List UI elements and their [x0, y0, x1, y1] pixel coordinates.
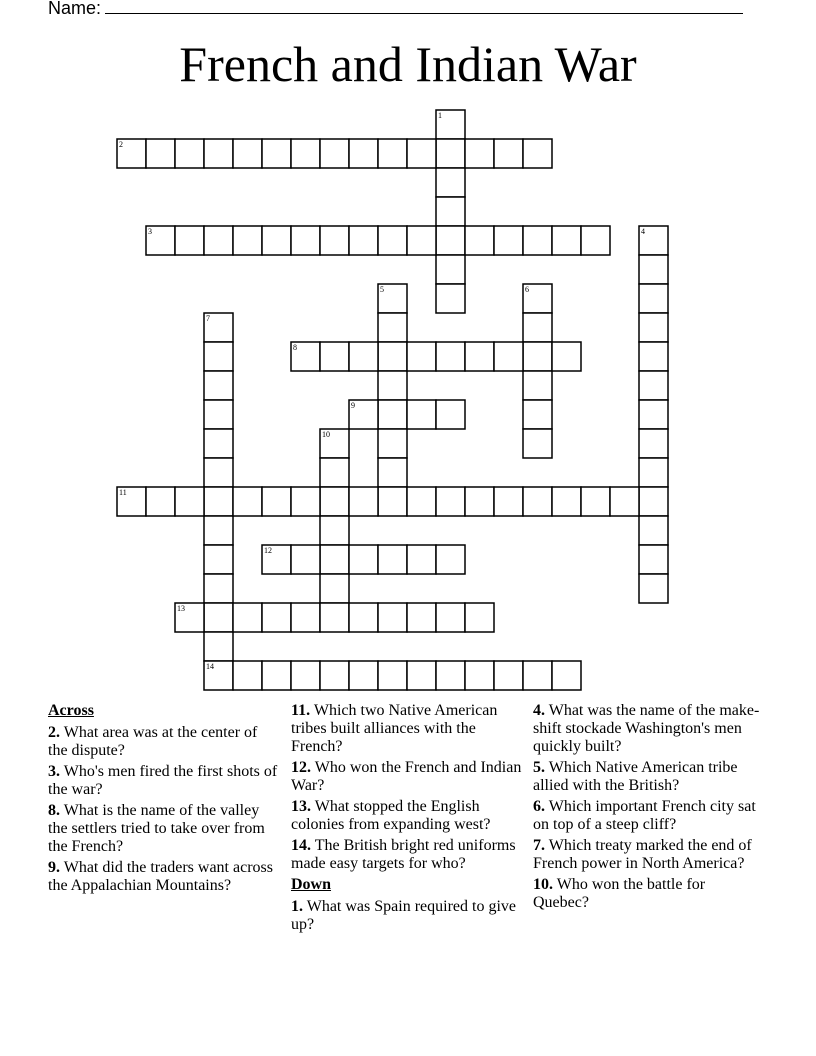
grid-cell[interactable]	[639, 429, 668, 458]
grid-cell[interactable]	[523, 342, 552, 371]
clue-number-label: 10	[322, 430, 330, 439]
grid-cell[interactable]	[320, 516, 349, 545]
clue-down-6	[533, 798, 765, 834]
grid-cell[interactable]	[349, 342, 378, 371]
grid-cell[interactable]	[407, 487, 436, 516]
grid-cell[interactable]	[465, 342, 494, 371]
grid-cell[interactable]	[320, 458, 349, 487]
grid-cell[interactable]	[523, 487, 552, 516]
clue-across-2	[48, 724, 280, 760]
grid-cell[interactable]	[639, 313, 668, 342]
grid-cell[interactable]	[175, 487, 204, 516]
grid-cell[interactable]	[581, 226, 610, 255]
grid-cell[interactable]	[349, 139, 378, 168]
clue-down-5	[533, 759, 765, 795]
clue-number: 1.	[291, 898, 303, 915]
grid-cell[interactable]	[262, 661, 291, 690]
grid-cell[interactable]	[262, 226, 291, 255]
grid-cell[interactable]	[204, 458, 233, 487]
grid-cell[interactable]	[523, 371, 552, 400]
grid-cell[interactable]	[639, 284, 668, 313]
clue-across-9	[48, 859, 280, 895]
grid-cell[interactable]	[407, 545, 436, 574]
grid-cell[interactable]	[378, 371, 407, 400]
grid-cell[interactable]	[639, 487, 668, 516]
clues-column-3	[533, 702, 765, 915]
grid-cell[interactable]	[639, 371, 668, 400]
grid-cell[interactable]	[436, 226, 465, 255]
across-heading: Across	[48, 702, 94, 719]
grid-cell[interactable]	[204, 487, 233, 516]
grid-cell[interactable]	[639, 255, 668, 284]
grid-cell[interactable]	[320, 139, 349, 168]
clue-number-label: 7	[206, 314, 210, 323]
clue-text: Which Native American tribe allied with the British?	[533, 759, 738, 794]
clue-number: 11.	[291, 702, 311, 719]
clue-text: What is the name of the valley the settlers tried to take over from the French?	[48, 802, 265, 855]
grid-cell[interactable]	[175, 139, 204, 168]
grid-cell[interactable]	[436, 284, 465, 313]
grid-cell[interactable]	[204, 574, 233, 603]
grid-cell[interactable]	[494, 487, 523, 516]
clues-column-2	[291, 702, 523, 937]
grid-cell[interactable]	[407, 603, 436, 632]
grid-cell[interactable]	[639, 574, 668, 603]
grid-cell[interactable]	[204, 603, 233, 632]
grid-cell[interactable]	[320, 342, 349, 371]
clue-number: 2.	[48, 724, 60, 741]
grid-cell[interactable]	[175, 226, 204, 255]
grid-cell[interactable]	[639, 516, 668, 545]
clue-number-label: 5	[380, 285, 384, 294]
grid-cell[interactable]	[552, 661, 581, 690]
grid-cell[interactable]	[523, 400, 552, 429]
clue-across-13	[291, 798, 523, 834]
grid-cell[interactable]	[465, 661, 494, 690]
clue-down-4	[533, 702, 765, 756]
grid-cell[interactable]	[436, 487, 465, 516]
clue-text: What was the name of the make-shift stockade Washington's men quickly built?	[533, 702, 760, 755]
page-title: French and Indian War	[179, 36, 637, 92]
down-heading: Down	[291, 876, 332, 893]
grid-cell[interactable]	[204, 371, 233, 400]
grid-cell[interactable]	[552, 342, 581, 371]
grid-cell[interactable]	[204, 632, 233, 661]
grid-cell[interactable]	[204, 429, 233, 458]
grid-cell[interactable]	[291, 603, 320, 632]
grid-cell[interactable]	[581, 487, 610, 516]
grid-cell[interactable]	[320, 545, 349, 574]
grid-cell[interactable]	[407, 139, 436, 168]
clue-number-label: 13	[177, 604, 185, 613]
clue-number: 12.	[291, 759, 311, 776]
clue-number-label: 12	[264, 546, 272, 555]
grid-cell[interactable]	[523, 226, 552, 255]
clue-number-label: 6	[525, 285, 529, 294]
grid-cell[interactable]	[436, 400, 465, 429]
grid-cell[interactable]	[320, 603, 349, 632]
grid-cell[interactable]	[378, 487, 407, 516]
grid-cell[interactable]	[494, 342, 523, 371]
grid-cell[interactable]	[320, 226, 349, 255]
clue-across-14	[291, 837, 523, 873]
grid-cell[interactable]	[639, 342, 668, 371]
grid-cell[interactable]	[204, 516, 233, 545]
grid-cell[interactable]	[320, 487, 349, 516]
grid-cell[interactable]	[465, 139, 494, 168]
grid-cell[interactable]	[204, 545, 233, 574]
grid-cell[interactable]	[610, 487, 639, 516]
clue-number-label: 1	[438, 111, 442, 120]
grid-cell[interactable]	[233, 226, 262, 255]
grid-cell[interactable]	[465, 226, 494, 255]
grid-cell[interactable]	[320, 661, 349, 690]
clue-number: 9.	[48, 859, 60, 876]
grid-cell[interactable]	[494, 661, 523, 690]
clue-number: 10.	[533, 876, 553, 893]
grid-cell[interactable]	[233, 487, 262, 516]
clue-across-3	[48, 763, 280, 799]
grid-cell[interactable]	[204, 342, 233, 371]
grid-cell[interactable]	[204, 400, 233, 429]
clue-text: Who won the French and Indian War?	[291, 759, 522, 794]
grid-cell[interactable]	[378, 226, 407, 255]
grid-cell[interactable]	[204, 139, 233, 168]
grid-cell[interactable]	[378, 342, 407, 371]
grid-cell[interactable]	[407, 226, 436, 255]
grid-cell[interactable]	[436, 661, 465, 690]
clue-text: Which treaty marked the end of French power in North America?	[533, 837, 752, 872]
clue-number: 3.	[48, 763, 60, 780]
grid-cell[interactable]	[291, 487, 320, 516]
grid-cell[interactable]	[436, 255, 465, 284]
clue-text: The British bright red uniforms made easy targets for who?	[291, 837, 516, 872]
grid-cell[interactable]	[262, 139, 291, 168]
grid-cell[interactable]	[349, 603, 378, 632]
grid-cell[interactable]	[378, 458, 407, 487]
name-label: Name:	[48, 0, 102, 18]
clue-text: What stopped the English colonies from expanding west?	[291, 798, 491, 833]
grid-cell[interactable]	[262, 603, 291, 632]
grid-cell[interactable]	[523, 313, 552, 342]
grid-cell[interactable]	[233, 139, 262, 168]
grid-cell[interactable]	[494, 226, 523, 255]
clue-across-11	[291, 702, 523, 756]
clue-text: Which two Native American tribes built alliances with the French?	[291, 702, 498, 755]
clue-number: 7.	[533, 837, 545, 854]
clue-across-12	[291, 759, 523, 795]
clue-number: 8.	[48, 802, 60, 819]
grid-cell[interactable]	[436, 342, 465, 371]
grid-cell[interactable]	[233, 603, 262, 632]
grid-cell[interactable]	[436, 545, 465, 574]
clue-number-label: 4	[641, 227, 645, 236]
clue-text: What was Spain required to give up?	[291, 898, 516, 933]
grid-cell[interactable]	[552, 226, 581, 255]
grid-cell[interactable]	[436, 168, 465, 197]
clue-number: 6.	[533, 798, 545, 815]
clue-number-label: 14	[206, 662, 214, 671]
clue-number-label: 3	[148, 227, 152, 236]
grid-cell[interactable]	[436, 139, 465, 168]
grid-cell[interactable]	[407, 661, 436, 690]
clue-number: 4.	[533, 702, 545, 719]
grid-cell[interactable]	[291, 139, 320, 168]
grid-cell[interactable]	[349, 661, 378, 690]
grid-cell[interactable]	[204, 226, 233, 255]
grid-cell[interactable]	[146, 139, 175, 168]
clue-text: Who won the battle for Quebec?	[533, 876, 706, 911]
grid-cell[interactable]	[378, 313, 407, 342]
grid-cell[interactable]	[523, 661, 552, 690]
clue-down-7	[533, 837, 765, 873]
clues-column-1	[48, 702, 280, 898]
grid-cell[interactable]	[378, 603, 407, 632]
grid-cell[interactable]	[378, 139, 407, 168]
clue-text: What did the traders want across the Appalachian Mountains?	[48, 859, 273, 894]
grid-cell[interactable]	[436, 603, 465, 632]
grid-cell[interactable]	[465, 487, 494, 516]
grid-cell[interactable]	[349, 487, 378, 516]
clue-number-label: 8	[293, 343, 297, 352]
grid-cell[interactable]	[639, 545, 668, 574]
clue-text: Who's men fired the first shots of the war?	[48, 763, 278, 798]
grid-cell[interactable]	[639, 400, 668, 429]
grid-cell[interactable]	[552, 487, 581, 516]
grid-cell[interactable]	[378, 545, 407, 574]
grid-cell[interactable]	[465, 603, 494, 632]
clue-number-label: 2	[119, 140, 123, 149]
grid-cell[interactable]	[407, 342, 436, 371]
clue-text: Which important French city sat on top of a steep cliff?	[533, 798, 756, 833]
clue-number: 14.	[291, 837, 311, 854]
grid-cell[interactable]	[291, 661, 320, 690]
grid-cell[interactable]	[320, 574, 349, 603]
grid-cell[interactable]	[494, 139, 523, 168]
grid-cell[interactable]	[349, 545, 378, 574]
grid-cell[interactable]	[291, 545, 320, 574]
clue-down-1	[291, 898, 523, 934]
grid-cell[interactable]	[378, 429, 407, 458]
grid-cell[interactable]	[523, 429, 552, 458]
grid-cell[interactable]	[146, 487, 175, 516]
clue-text: What area was at the center of the dispute?	[48, 724, 258, 759]
clue-number: 13.	[291, 798, 311, 815]
clue-number: 5.	[533, 759, 545, 776]
grid-cell[interactable]	[378, 400, 407, 429]
grid-cell[interactable]	[523, 139, 552, 168]
grid-cell[interactable]	[262, 487, 291, 516]
grid-cell[interactable]	[407, 400, 436, 429]
clue-number-label: 9	[351, 401, 355, 410]
grid-cell[interactable]	[349, 226, 378, 255]
grid-cell[interactable]	[233, 661, 262, 690]
clue-number-label: 11	[119, 488, 127, 497]
clue-down-10	[533, 876, 765, 912]
grid-cell[interactable]	[291, 226, 320, 255]
clue-across-8	[48, 802, 280, 856]
grid-cell[interactable]	[436, 197, 465, 226]
grid-cell[interactable]	[639, 458, 668, 487]
grid-cell[interactable]	[378, 661, 407, 690]
